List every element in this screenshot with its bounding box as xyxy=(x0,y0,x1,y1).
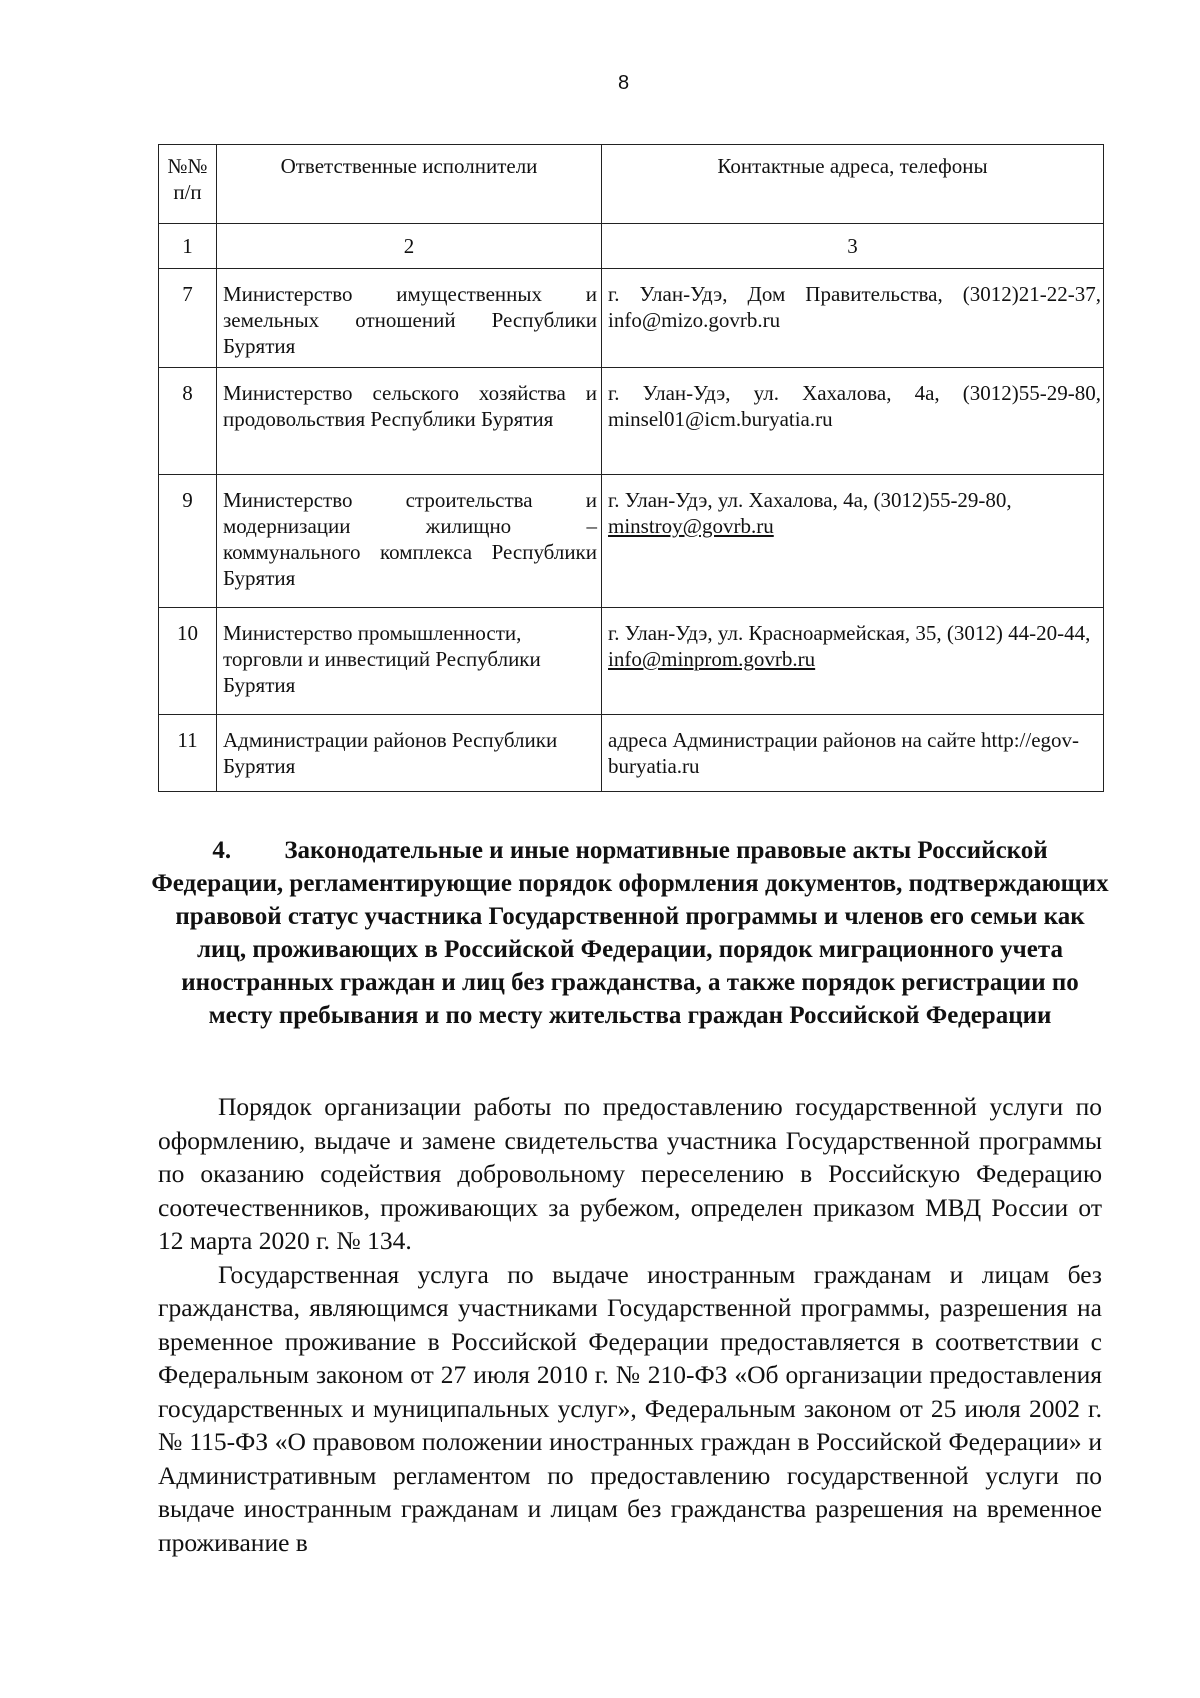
contact-address: г. Улан-Удэ, ул. Хахалова, 4а, (3012)55-29-80, xyxy=(608,488,1012,512)
table-row xyxy=(159,368,1104,475)
row-executor: Министерство строительства и модернизации жилищно – коммунального комплекса Республики Бурятия xyxy=(217,475,602,608)
row-contacts xyxy=(602,715,1104,792)
contact-address: адреса Администрации районов на сайте http://egov-buryatia.ru xyxy=(608,728,1080,778)
header-executors: Ответственные исполнители xyxy=(217,145,602,224)
contact-address: г. Улан-Удэ, Дом Правительства, (3012)21-22-37, info@mizo.govrb.ru xyxy=(608,282,1101,332)
row-number: 9 xyxy=(159,475,217,608)
contact-address: г. Улан-Удэ, ул. Хахалова, 4а, (3012)55-29-80, minsel01@icm.buryatia.ru xyxy=(608,381,1101,431)
table-row xyxy=(159,269,1104,368)
section-heading xyxy=(150,834,1110,1032)
row-executor: Министерство сельского хозяйства и продовольствия Республики Бурятия xyxy=(217,368,602,475)
row-contacts xyxy=(602,608,1104,715)
contact-address: г. Улан-Удэ, ул. Красноармейская, 35, (3012) 44-20-44, xyxy=(608,621,1091,645)
column-number: 1 xyxy=(159,224,217,269)
header-contacts: Контактные адреса, телефоны xyxy=(602,145,1104,224)
contacts-table xyxy=(158,144,1104,792)
email-link[interactable]: minstroy@govrb.ru xyxy=(608,514,774,538)
row-contacts xyxy=(602,269,1104,368)
table-row xyxy=(159,715,1104,792)
table-column-numbers-row xyxy=(159,224,1104,269)
table-row xyxy=(159,608,1104,715)
row-executor: Министерство имущественных и земельных отношений Республики Бурятия xyxy=(217,269,602,368)
row-executor: Министерство промышленности, торговли и инвестиций Республики Бурятия xyxy=(217,608,602,715)
paragraph: Государственная услуга по выдаче иностранным гражданам и лицам без гражданства, являющимся участниками Государственной программы, разрешения на временное проживание в Российской Федерации предоставляется в соответствии с Федеральным законом от 27 июля 2010 г. № 210-ФЗ «Об организации предоставления государственных и муниципальных услуг», Федеральным законом от 25 июля 2002 г. № 115-ФЗ «О правовом положении иностранных граждан в Российской Федерации» и Административным регламентом по предоставлению государственной услуги по выдаче иностранным гражданам и лицам без гражданства разрешения на временное проживание в xyxy=(158,1259,1102,1557)
body-text xyxy=(158,1090,1102,1559)
paragraph: Порядок организации работы по предоставлению государственной услуги по оформлению, выдаче и замене свидетельства участника Государственной программы по оказанию содействия добровольному переселению в Российскую Федерацию соотечественников, проживающих за рубежом, определен приказом МВД России от 12 марта 2020 г. № 134. xyxy=(158,1092,1102,1255)
row-number: 11 xyxy=(159,715,217,792)
section-number: 4. xyxy=(212,837,232,864)
email-link[interactable]: info@minprom.govrb.ru xyxy=(608,647,816,671)
row-contacts xyxy=(602,475,1104,608)
row-contacts xyxy=(602,368,1104,475)
row-executor: Администрации районов Республики Бурятия xyxy=(217,715,602,792)
page-number: 8 xyxy=(617,72,630,94)
header-number: №№ п/п xyxy=(159,145,217,224)
table-header-row xyxy=(159,145,1104,224)
table-row xyxy=(159,475,1104,608)
column-number: 2 xyxy=(217,224,602,269)
row-number: 10 xyxy=(159,608,217,715)
column-number: 3 xyxy=(602,224,1104,269)
section-title: Законодательные и иные нормативные правовые акты Российской Федерации, регламентирующие порядок оформления документов, подтверждающих правовой статус участника Государственной программы и членов его семьи как лиц, проживающих в Российской Федерации, порядок миграционного учета иностранных граждан и лиц без гражданства, а также порядок регистрации по месту пребывания и по месту жительства граждан Российской Федерации xyxy=(151,837,1109,1029)
row-number: 8 xyxy=(159,368,217,475)
row-number: 7 xyxy=(159,269,217,368)
